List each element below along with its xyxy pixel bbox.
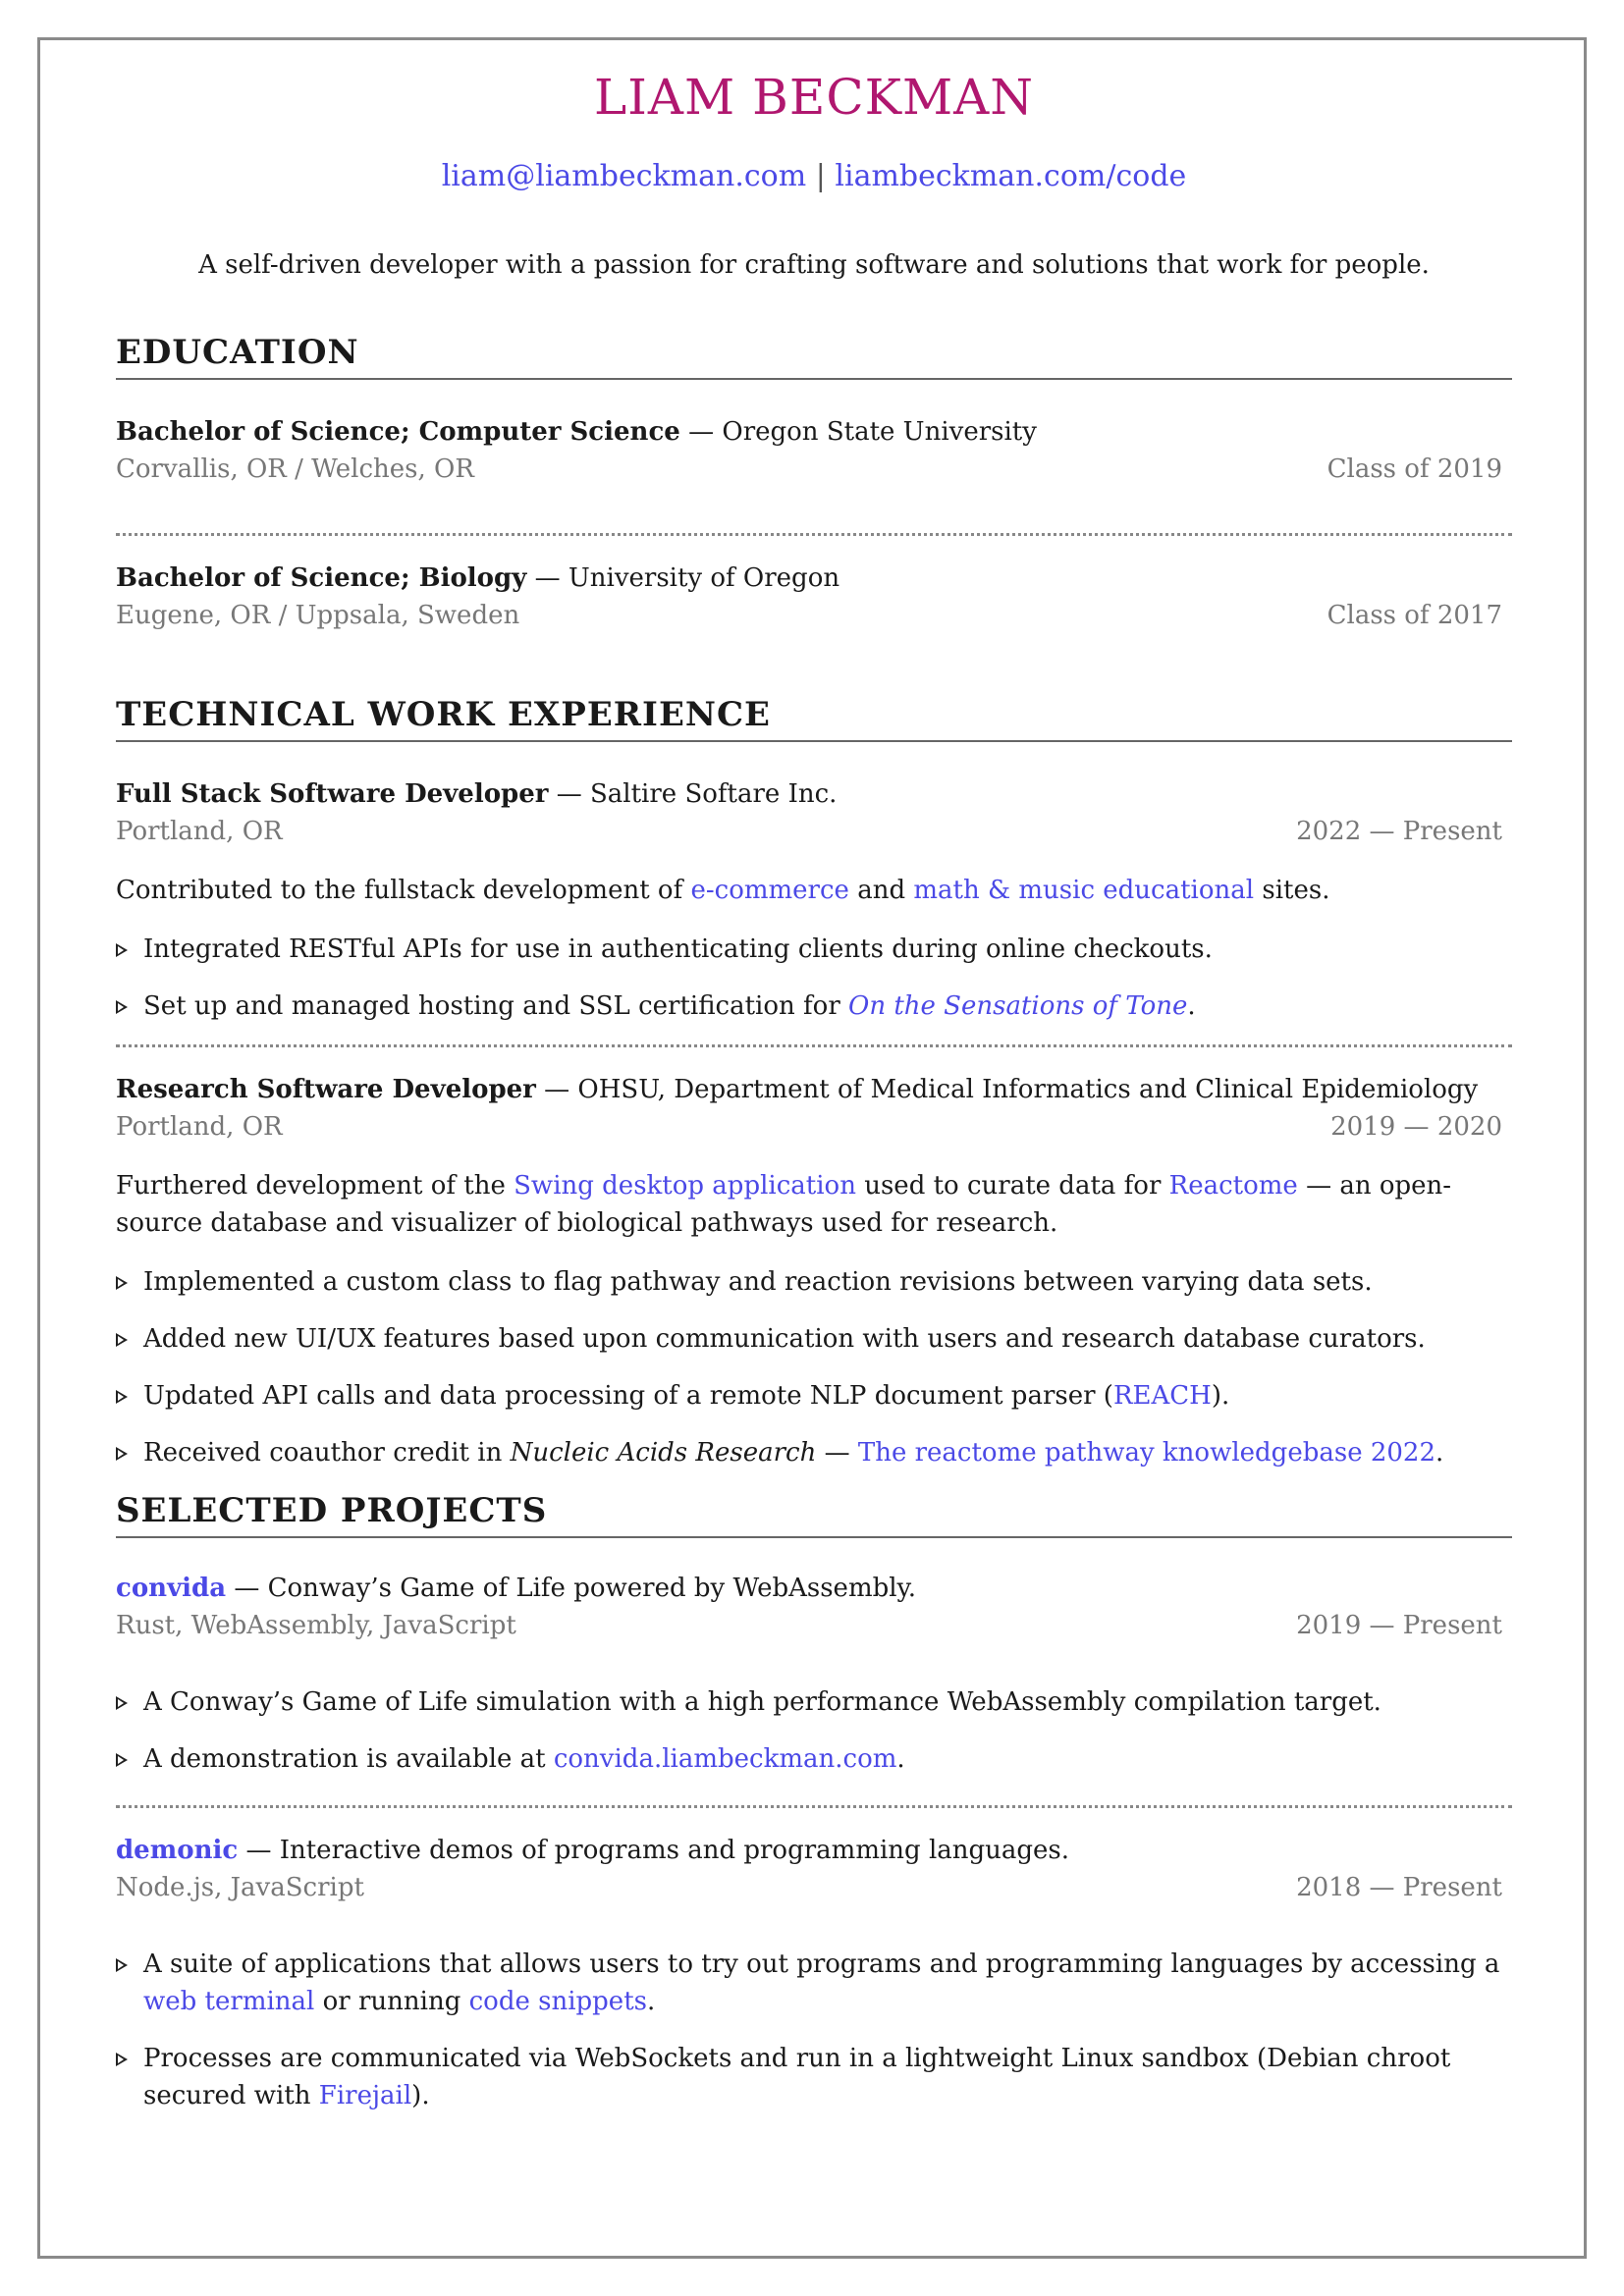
education-entry: Bachelor of Science; Computer Science — Oregon State University Corvallis, OR / Welches, OR Class of 2019	[116, 417, 1502, 484]
list-item: Integrated RESTful APIs for use in authenticating clients during online checkouts.	[116, 931, 1512, 968]
swing-app-link[interactable]: Swing desktop application	[514, 1171, 856, 1201]
list-item: Added new UI/UX features based upon communication with users and research database curators.	[116, 1320, 1512, 1358]
list-item: A Conway’s Game of Life simulation with a high performance WebAssembly compilation target.	[116, 1683, 1512, 1721]
project-tech: Rust, WebAssembly, JavaScript	[116, 1611, 516, 1640]
education-heading: EDUCATION	[116, 333, 1512, 380]
triangle-bullet-icon	[116, 1333, 128, 1347]
list-item: A suite of applications that allows users to try out programs and programming languages by accessing a web terminal or running code snippets.	[116, 1946, 1512, 2020]
ecommerce-link[interactable]: e-commerce	[690, 876, 849, 905]
location: Corvallis, OR / Welches, OR	[116, 454, 474, 484]
project-tech: Node.js, JavaScript	[116, 1873, 364, 1902]
bullet-list	[116, 931, 1512, 1025]
triangle-bullet-icon	[116, 2053, 128, 2066]
list-item: Updated API calls and data processing of a remote NLP document parser (REACH).	[116, 1377, 1512, 1415]
dotted-divider	[116, 533, 1512, 536]
list-item: A demonstration is available at convida.liambeckman.com.	[116, 1740, 1512, 1778]
date: Class of 2017	[1326, 601, 1502, 630]
job-entry: Research Software Developer — OHSU, Department of Medical Informatics and Clinical Epidemiology Portland, OR 2019 — 2020 Furthered development of the Swing desktop application used to curate data for Reactome — an open-source database and visualizer of biological pathways used for research. Implemented a custom class to flag pathway and reaction revisions between varying data sets. Added new UI/UX features based upon communication with users and research database curators. Updated API calls and data processing of a remote NLP document parser (REACH). Received coauthor credit in Nucleic Acids Research — The reactome pathway knowledgebase 2022.	[116, 1075, 1512, 1471]
publication-link[interactable]: The reactome pathway knowledgebase 2022	[857, 1438, 1436, 1468]
date: 2019 — 2020	[1330, 1112, 1502, 1142]
code-snippets-link[interactable]: code snippets	[468, 1987, 647, 2016]
job-role: Research Software Developer	[116, 1075, 536, 1104]
degree: Bachelor of Science; Computer Science	[116, 417, 680, 447]
journal-name: Nucleic Acids Research	[510, 1438, 817, 1468]
candidate-name: LIAM BECKMAN	[593, 69, 1035, 126]
project-name-link[interactable]: convida	[116, 1574, 227, 1603]
job-role: Full Stack Software Developer	[116, 779, 549, 809]
list-item: Set up and managed hosting and SSL certification for On the Sensations of Tone.	[116, 988, 1512, 1025]
job-org: Saltire Softare Inc.	[589, 779, 838, 809]
bullet-list	[116, 1946, 1512, 2114]
triangle-bullet-icon	[116, 943, 128, 957]
job-entry: Full Stack Software Developer — Saltire Softare Inc. Portland, OR 2022 — Present Contributed to the fullstack development of e-commerce and math & music educational sites. Integrated RESTful APIs for use in authenticating clients during online checkouts. Set up and managed hosting and SSL certification for On the Sensations of Tone.	[116, 779, 1512, 1025]
reach-link[interactable]: REACH	[1112, 1381, 1212, 1411]
project-name-link[interactable]: demonic	[116, 1836, 239, 1865]
school: Oregon State University	[722, 417, 1037, 447]
project-entry: demonic — Interactive demos of programs and programming languages. Node.js, JavaScript 2018 — Present A suite of applications that allows users to try out programs and programming languages by accessing a web terminal or running code snippets. Processes are communicated via WebSockets and run in a lightweight Linux sandbox (Debian chroot secured with Firejail).	[116, 1836, 1512, 2114]
contact-line	[116, 159, 1512, 193]
location: Portland, OR	[116, 1112, 283, 1142]
firejail-link[interactable]: Firejail	[318, 2081, 412, 2110]
dotted-divider	[116, 1044, 1512, 1047]
job-description: Contributed to the fullstack development of e-commerce and math & music educational sites.	[116, 876, 1330, 905]
email-link[interactable]: liam@liambeckman.com	[441, 159, 807, 193]
triangle-bullet-icon	[116, 1000, 128, 1014]
triangle-bullet-icon	[116, 1958, 128, 1972]
reactome-link[interactable]: Reactome	[1168, 1171, 1298, 1201]
location: Eugene, OR / Uppsala, Sweden	[116, 601, 520, 630]
education-entry: Bachelor of Science; Biology — University of Oregon Eugene, OR / Uppsala, Sweden Class of 2017	[116, 563, 1502, 630]
sensations-of-tone-link[interactable]: On the Sensations of Tone	[848, 991, 1188, 1021]
website-link[interactable]: liambeckman.com/code	[835, 159, 1187, 193]
bullet-list	[116, 1263, 1512, 1471]
demo-link[interactable]: convida.liambeckman.com	[553, 1744, 897, 1774]
date: Class of 2019	[1326, 454, 1502, 484]
job-org: OHSU, Department of Medical Informatics and Clinical Epidemiology	[577, 1075, 1479, 1104]
date: 2022 — Present	[1296, 817, 1502, 846]
experience-heading: TECHNICAL WORK EXPERIENCE	[116, 695, 1512, 742]
bullet-list	[116, 1683, 1512, 1778]
web-terminal-link[interactable]: web terminal	[143, 1987, 315, 2016]
triangle-bullet-icon	[116, 1696, 128, 1710]
project-entry: convida — Conway’s Game of Life powered by WebAssembly. Rust, WebAssembly, JavaScript 2019 — Present A Conway’s Game of Life simulation with a high performance WebAssembly compilation target. A demonstration is available at convida.liambeckman.com.	[116, 1574, 1512, 1778]
summary: A self-driven developer with a passion for crafting software and solutions that work for people.	[198, 250, 1430, 280]
projects-heading: SELECTED PROJECTS	[116, 1491, 1512, 1538]
triangle-bullet-icon	[116, 1276, 128, 1290]
triangle-bullet-icon	[116, 1390, 128, 1404]
triangle-bullet-icon	[116, 1753, 128, 1767]
school: University of Oregon	[568, 563, 840, 593]
date: 2018 — Present	[1296, 1873, 1502, 1902]
list-item: Processes are communicated via WebSockets and run in a lightweight Linux sandbox (Debian chroot secured with Firejail).	[116, 2040, 1512, 2114]
job-description: Furthered development of the Swing desktop application used to curate data for Reactome — an open-source database and visualizer of biological pathways used for research.	[116, 1171, 1452, 1238]
location: Portland, OR	[116, 817, 283, 846]
contact-separator: |	[815, 159, 826, 193]
triangle-bullet-icon	[116, 1447, 128, 1461]
degree: Bachelor of Science; Biology	[116, 563, 527, 593]
list-item: Implemented a custom class to flag pathway and reaction revisions between varying data sets.	[116, 1263, 1512, 1301]
dotted-divider	[116, 1805, 1512, 1808]
list-item: Received coauthor credit in Nucleic Acids Research — The reactome pathway knowledgebase 2022.	[116, 1434, 1512, 1471]
resume	[116, 59, 1512, 2134]
educational-sites-link[interactable]: math & music educational	[913, 876, 1255, 905]
date: 2019 — Present	[1296, 1611, 1502, 1640]
